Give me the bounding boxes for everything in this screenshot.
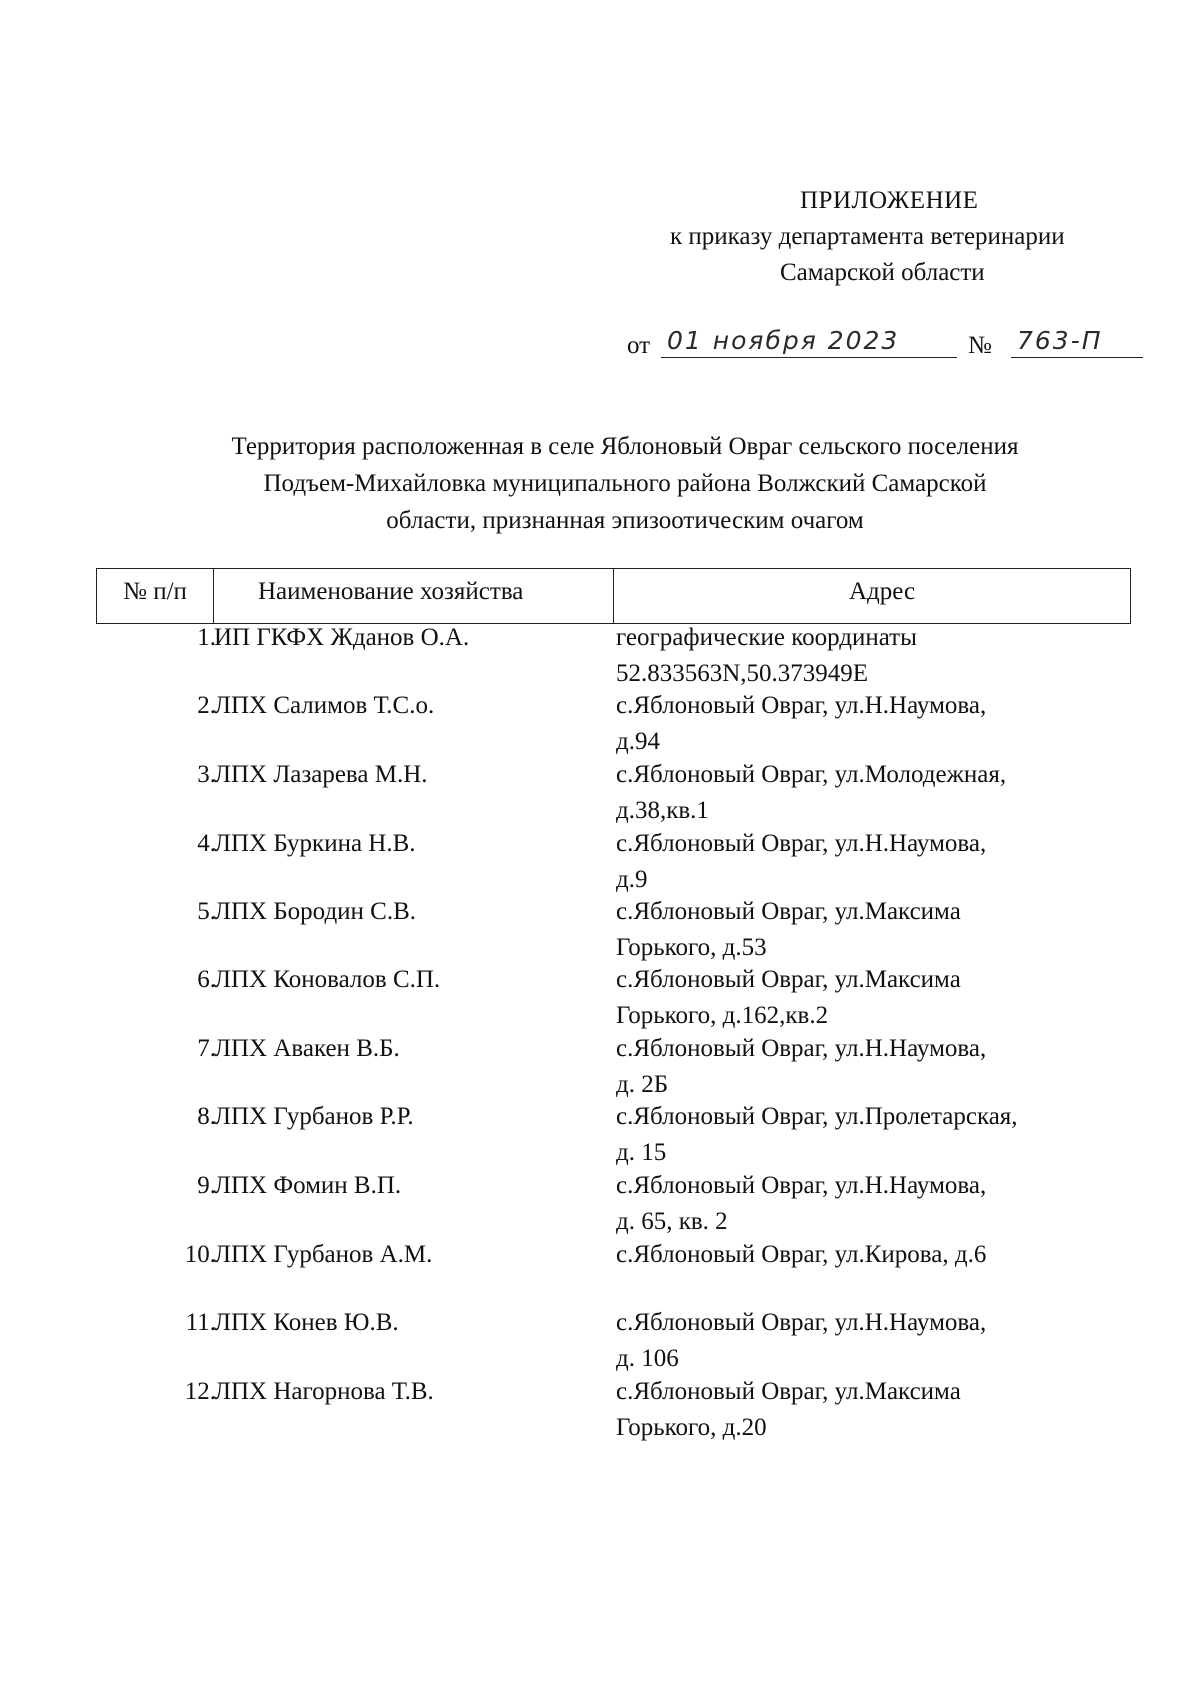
order-date-handwritten: 01 ноября 2023: [661, 326, 957, 358]
farm-name: ЛПХ Нагорнова Т.В.: [214, 1378, 434, 1405]
row-number: 7.: [197, 1035, 216, 1062]
farm-address: [616, 1031, 1136, 1103]
address-line: д. 106: [616, 1345, 679, 1372]
farm-name: ЛПХ Лазарева М.Н.: [214, 761, 428, 788]
address-line: с.Яблоновый Овраг, ул.Кирова, д.6: [616, 1241, 987, 1268]
address-line: географические координаты: [616, 624, 917, 651]
farm-name: ИП ГКФХ Жданов О.А.: [214, 624, 470, 651]
address-line: с.Яблоновый Овраг, ул.Максима: [616, 898, 961, 925]
title-line: Подъем-Михайловка муниципального района Волжский Самарской: [263, 470, 987, 497]
address-line: с.Яблоновый Овраг, ул.Максима: [616, 1378, 961, 1405]
address-line: с.Яблоновый Овраг, ул.Н.Наумова,: [616, 830, 987, 857]
address-line: с.Яблоновый Овраг, ул.Пролетарская,: [616, 1103, 1018, 1130]
farm-address: [616, 1374, 1136, 1446]
address-line: д. 65, кв. 2: [616, 1208, 728, 1235]
address-line: Горького, д.20: [616, 1414, 767, 1441]
column-header-address: Адрес: [848, 578, 916, 605]
farm-address: [616, 962, 1136, 1034]
farm-name: ЛПХ Конев Ю.В.: [214, 1309, 399, 1336]
address-line: с.Яблоновый Овраг, ул.Н.Наумова,: [616, 1035, 987, 1062]
address-line: с.Яблоновый Овраг, ул.Н.Наумова,: [616, 1172, 987, 1199]
address-line: д.94: [616, 728, 660, 755]
farm-address: [616, 1099, 1136, 1171]
row-number: 9.: [197, 1172, 216, 1199]
row-number: 12.: [184, 1378, 216, 1405]
address-line: с.Яблоновый Овраг, ул.Молодежная,: [616, 761, 1007, 788]
farm-name: ЛПХ Бородин С.В.: [214, 898, 417, 925]
from-label: от: [627, 332, 651, 359]
row-number: 8.: [197, 1103, 216, 1130]
farm-address: [616, 1237, 1136, 1273]
row-number: 2.: [197, 692, 216, 719]
appendix-title: ПРИЛОЖЕНИЕ: [800, 187, 979, 214]
document-title: [150, 428, 1100, 539]
address-line: д.9: [616, 866, 648, 893]
farm-name: ЛПХ Буркина Н.В.: [214, 830, 416, 857]
row-number: 11.: [185, 1309, 216, 1336]
title-line: области, признанная эпизоотическим очагом: [386, 507, 864, 534]
row-number: 6.: [197, 966, 216, 993]
table-header: [96, 568, 1131, 624]
farm-address: [616, 826, 1136, 898]
row-number: 1.: [197, 624, 216, 651]
farm-name: ЛПХ Фомин В.П.: [214, 1172, 402, 1199]
address-line: Горького, д.162,кв.2: [616, 1002, 829, 1029]
farm-name: ЛПХ Авакен В.Б.: [214, 1035, 400, 1062]
address-line: с.Яблоновый Овраг, ул.Н.Наумова,: [616, 1309, 987, 1336]
appendix-line: к приказу департамента ветеринарии: [670, 223, 1065, 250]
farm-name: ЛПХ Салимов Т.С.о.: [214, 692, 435, 719]
column-header-name: Наименование хозяйства: [214, 569, 614, 623]
row-number: 4.: [197, 830, 216, 857]
address-line: Горького, д.53: [616, 934, 767, 961]
appendix-line: Самарской области: [780, 259, 985, 286]
address-line: 52.833563N,50.373949E: [616, 660, 869, 687]
farm-address: [616, 894, 1136, 966]
row-number: 3.: [197, 761, 216, 788]
address-line: д. 2Б: [616, 1071, 669, 1098]
title-line: Территория расположенная в селе Яблоновый Овраг сельского поселения: [231, 433, 1019, 460]
farm-address: [616, 688, 1136, 760]
farm-address: [616, 757, 1136, 829]
farm-name: ЛПХ Гурбанов А.М.: [214, 1241, 433, 1268]
farm-address: [616, 620, 1136, 692]
address-line: д.38,кв.1: [616, 797, 709, 824]
order-line: [627, 326, 1147, 370]
address-line: с.Яблоновый Овраг, ул.Максима: [616, 966, 961, 993]
farm-name: ЛПХ Гурбанов Р.Р.: [214, 1103, 414, 1130]
row-number: 5.: [197, 898, 216, 925]
farm-address: [616, 1305, 1136, 1377]
farm-name: ЛПХ Коновалов С.П.: [214, 966, 441, 993]
order-number-handwritten: 763-П: [1011, 326, 1143, 358]
row-number: 10.: [184, 1241, 216, 1268]
address-line: д. 15: [616, 1139, 667, 1166]
address-line: с.Яблоновый Овраг, ул.Н.Наумова,: [616, 692, 987, 719]
column-header-number: № п/п: [97, 569, 214, 623]
number-label: №: [968, 332, 992, 359]
farm-address: [616, 1168, 1136, 1240]
